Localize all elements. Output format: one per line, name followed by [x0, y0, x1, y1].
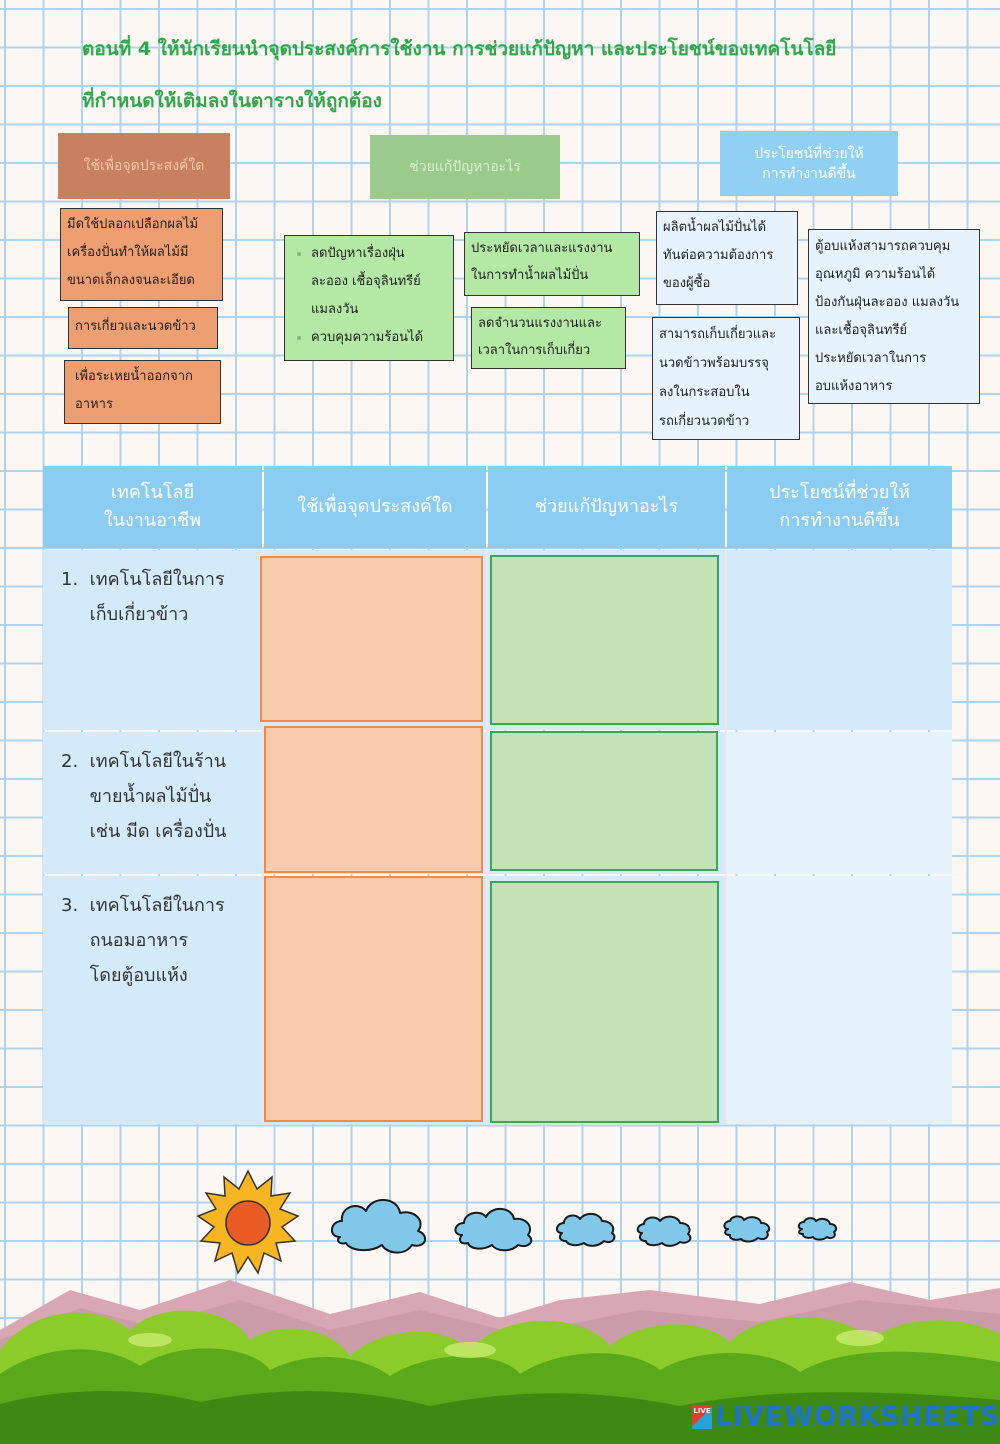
- cloud-icon: [455, 1209, 531, 1250]
- drop-zone-purpose-3[interactable]: [264, 876, 483, 1122]
- header-benefit: [727, 466, 952, 548]
- card-text-line: ประหยัดเวลาและแรงงาน: [471, 241, 613, 256]
- card-text-line: อุณหภูมิ ความร้อนได้: [815, 267, 936, 282]
- card-bullet-item: [311, 324, 447, 352]
- worksheet-table: [43, 466, 952, 1124]
- drop-zone-purpose-2[interactable]: [264, 726, 483, 873]
- card-bullet-item: [311, 240, 447, 324]
- card-text-line: รถเกี่ยวนวดข้าว: [659, 414, 750, 429]
- header-technology: [43, 466, 262, 548]
- problem-category-tag: [370, 135, 560, 199]
- table-cell-benefit-2: [727, 732, 952, 874]
- answer-card-benefit-harvest[interactable]: [652, 317, 800, 440]
- logo-badge-icon: LIVE: [692, 1405, 712, 1429]
- cloud-icon: [724, 1216, 769, 1241]
- card-text-line: สามารถเก็บเกี่ยวและ: [659, 327, 777, 342]
- card-text-line: ผลิตน้ำผลไม้ปั่นได้: [663, 220, 767, 235]
- card-text-line: อบแห้งอาหาร: [815, 379, 893, 394]
- row-label-rice-harvest: [43, 550, 262, 730]
- answer-card-problem-harvest[interactable]: [471, 307, 626, 369]
- answer-card-problem-fruit-shop[interactable]: [464, 232, 640, 296]
- card-text-line: ทันต่อความต้องการ: [663, 248, 774, 263]
- sun-icon: [198, 1171, 298, 1273]
- drop-zone-problem-2[interactable]: [490, 731, 718, 871]
- card-text-line: เพื่อระเหยน้ำออกจาก: [75, 369, 193, 384]
- answer-card-problem-dust[interactable]: [284, 235, 454, 361]
- header-benefit-line-1: ประโยชน์ที่ช่วยให้: [769, 482, 910, 503]
- drop-zone-purpose-1[interactable]: [260, 556, 483, 722]
- cloud-icon: [557, 1214, 615, 1246]
- benefit-category-tag: [720, 131, 898, 196]
- purpose-tag-label: ใช้เพื่อจุดประสงค์ใด: [83, 158, 205, 174]
- card-text-line: ของผู้ซื้อ: [663, 276, 711, 291]
- card-text-line: ในการทำน้ำผลไม้ปั่น: [471, 268, 589, 283]
- benefit-tag-label-1: ประโยชน์ที่ช่วยให้: [754, 145, 864, 162]
- column-divider: [486, 550, 488, 1124]
- card-text-line: แมลงวัน: [311, 302, 359, 317]
- card-text-line: ละออง เชื้อจุลินทรีย์: [311, 274, 421, 289]
- row-label-line: เช่น มีด เครื่องปั่น: [61, 821, 227, 842]
- card-text-line: และเชื้อจุลินทรีย์: [815, 323, 908, 338]
- header-purpose-label: ใช้เพื่อจุดประสงค์ใด: [297, 496, 453, 517]
- cloud-icon: [332, 1200, 425, 1253]
- card-text-line: ตู้อบแห้งสามารถควบคุม: [815, 239, 951, 254]
- benefit-tag-label-2: การทำงานดีขึ้น: [762, 165, 856, 182]
- row-label-line: 1. เทคโนโลยีในการ: [61, 569, 225, 590]
- header-technology-line-2: ในงานอาชีพ: [103, 510, 202, 531]
- card-text-line: • ลดปัญหาเรื่องฝุ่น: [311, 246, 405, 261]
- row-label-fruit-shop: [43, 732, 262, 874]
- row-label-line: ขายน้ำผลไม้ปั่น: [61, 786, 212, 807]
- card-text-line: ขนาดเล็กลงจนละเอียด: [67, 273, 195, 288]
- row-label-line: เก็บเกี่ยวข้าว: [61, 604, 189, 625]
- liveworksheets-logo: [692, 1401, 1000, 1432]
- card-text-line: มีดใช้ปลอกเปลือกผลไม้: [67, 217, 199, 232]
- header-problem-label: ช่วยแก้ปัญหาอะไร: [534, 496, 679, 517]
- purpose-category-tag: [58, 133, 230, 199]
- drop-zone-problem-1[interactable]: [490, 555, 719, 725]
- row-label-line: ถนอมอาหาร: [61, 930, 189, 951]
- table-cell-benefit-3: [727, 876, 952, 1124]
- card-text-line: ลงในกระสอบใน: [659, 385, 750, 400]
- row-label-line: 3. เทคโนโลยีในการ: [61, 895, 225, 916]
- card-text-line: การเกี่ยวและนวดข้าว: [75, 319, 196, 334]
- drop-zone-problem-3[interactable]: [490, 881, 719, 1123]
- header-purpose: [264, 466, 486, 548]
- row-label-food-dryer: [43, 876, 262, 1124]
- card-text-line: อาหาร: [75, 397, 113, 412]
- card-text-line: นวดข้าวพร้อมบรรจุ: [659, 356, 769, 371]
- answer-card-purpose-fruit[interactable]: [60, 208, 223, 301]
- answer-card-purpose-drying[interactable]: [64, 360, 221, 424]
- header-technology-line-1: เทคโนโลยี: [110, 482, 195, 503]
- sun-and-clouds-decoration: [190, 1165, 860, 1285]
- logo-text: LIVEWORKSHEETS: [715, 1401, 1000, 1432]
- problem-tag-label: ช่วยแก้ปัญหาอะไร: [409, 159, 521, 175]
- answer-card-benefit-fruit-shop[interactable]: [656, 211, 798, 305]
- column-divider: [725, 550, 727, 1124]
- card-text-line: ประหยัดเวลาในการ: [815, 351, 927, 366]
- header-problem: [488, 466, 725, 548]
- instruction-line-2: ที่กำหนดให้เติมลงในตารางให้ถูกต้อง: [82, 90, 382, 112]
- card-text-line: ป้องกันฝุ่นละออง แมลงวัน: [815, 295, 960, 310]
- row-label-line: 2. เทคโนโลยีในร้าน: [61, 751, 227, 772]
- row-label-line: โดยตู้อบแห้ง: [61, 965, 188, 986]
- instruction-line-1: ตอนที่ 4 ให้นักเรียนนำจุดประสงค์การใช้งาน การช่วยแก้ปัญหา และประโยชน์ของเทคโนโลยี: [82, 38, 837, 60]
- answer-card-purpose-harvest[interactable]: [68, 307, 218, 349]
- card-text-line: ลดจำนวนแรงงานและ: [478, 316, 602, 331]
- card-text-line: เวลาในการเก็บเกี่ยว: [478, 343, 591, 358]
- cloud-icon: [799, 1218, 836, 1240]
- header-benefit-line-2: การทำงานดีขึ้น: [779, 510, 900, 531]
- card-text-line: เครื่องปั่นทำให้ผลไม้มี: [67, 245, 189, 260]
- cloud-icon: [638, 1217, 691, 1246]
- card-text-line: • ควบคุมความร้อนได้: [311, 330, 424, 345]
- answer-card-benefit-dryer[interactable]: [808, 229, 980, 404]
